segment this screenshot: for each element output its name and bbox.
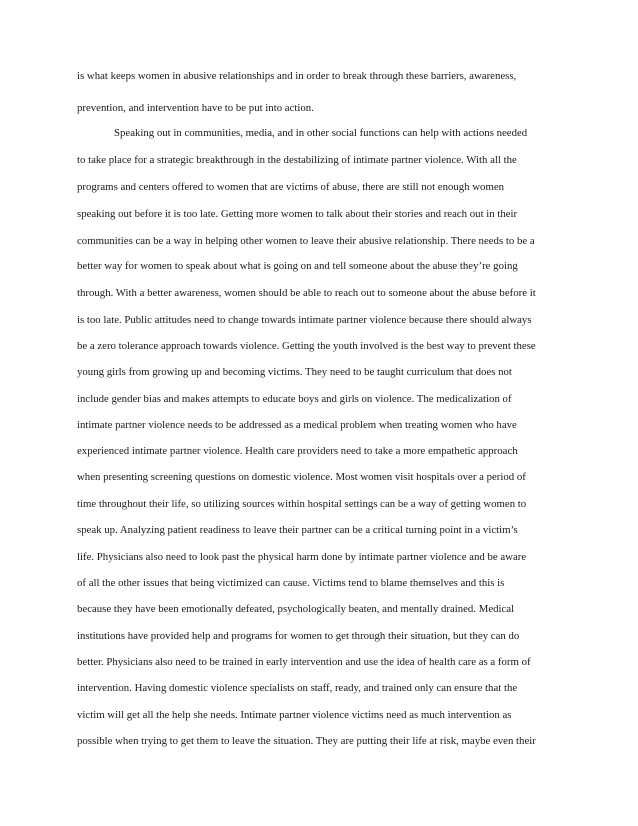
text-line-7: communities can be a way in helping other women to leave their abusive relationship. There needs to be a: [77, 235, 535, 247]
text-line-19: life. Physicians also need to look past the physical harm done by intimate partner violence and be aware: [77, 551, 527, 563]
text-line-15: experienced intimate partner violence. Health care providers need to take a more empathetic approach: [77, 445, 518, 457]
text-line-10: is too late. Public attitudes need to change towards intimate partner violence because there should always: [77, 314, 532, 326]
text-line-25: victim will get all the help she needs. Intimate partner violence victims need as much intervention as: [77, 709, 512, 721]
text-line-22: institutions have provided help and programs for women to get through their situation, but they can do: [77, 630, 520, 642]
text-line-20: of all the other issues that being victimized can cause. Victims tend to blame themselves and this is: [77, 577, 505, 589]
text-line-14: intimate partner violence needs to be addressed as a medical problem when treating women who have: [77, 419, 517, 431]
text-line-4: to take place for a strategic breakthrough in the destabilizing of intimate partner violence. With all the: [77, 154, 517, 166]
text-line-11: be a zero tolerance approach towards violence. Getting the youth involved is the best way to prevent these: [77, 340, 536, 352]
text-line-24: intervention. Having domestic violence specialists on staff, ready, and trained only can ensure that the: [77, 682, 518, 694]
text-line-6: speaking out before it is too late. Getting more women to talk about their stories and reach out in their: [77, 208, 518, 220]
text-line-17: time throughout their life, so utilizing sources within hospital settings can be a way of getting women to: [77, 498, 527, 510]
text-line-21: because they have been emotionally defeated, psychologically beaten, and mentally drained. Medical: [77, 603, 515, 615]
text-line-13: include gender bias and makes attempts to educate boys and girls on violence. The medicalization of: [77, 393, 512, 405]
text-line-9: through. With a better awareness, women should be able to reach out to someone about the abuse before it: [77, 287, 536, 299]
text-line-16: when presenting screening questions on domestic violence. Most women visit hospitals over a period of: [77, 471, 526, 483]
text-line-8: better way for women to speak about what is going on and tell someone about the abuse they’re going: [77, 260, 518, 272]
text-line-5: programs and centers offered to women that are victims of abuse, there are still not enough women: [77, 181, 505, 193]
text-line-26: possible when trying to get them to leave the situation. They are putting their life at risk, maybe even their: [77, 735, 536, 747]
text-line-3: Speaking out in communities, media, and in other social functions can help with actions needed: [114, 127, 528, 139]
text-line-23: better. Physicians also need to be trained in early intervention and use the idea of health care as a form of: [77, 656, 531, 668]
text-line-2: prevention, and intervention have to be put into action.: [77, 102, 314, 114]
text-line-18: speak up. Analyzing patient readiness to leave their partner can be a critical turning point in a victim’s: [77, 524, 518, 536]
text-line-12: young girls from growing up and becoming victims. They need to be taught curriculum that does not: [77, 366, 512, 378]
text-line-1: is what keeps women in abusive relationships and in order to break through these barriers, awareness,: [77, 70, 517, 82]
